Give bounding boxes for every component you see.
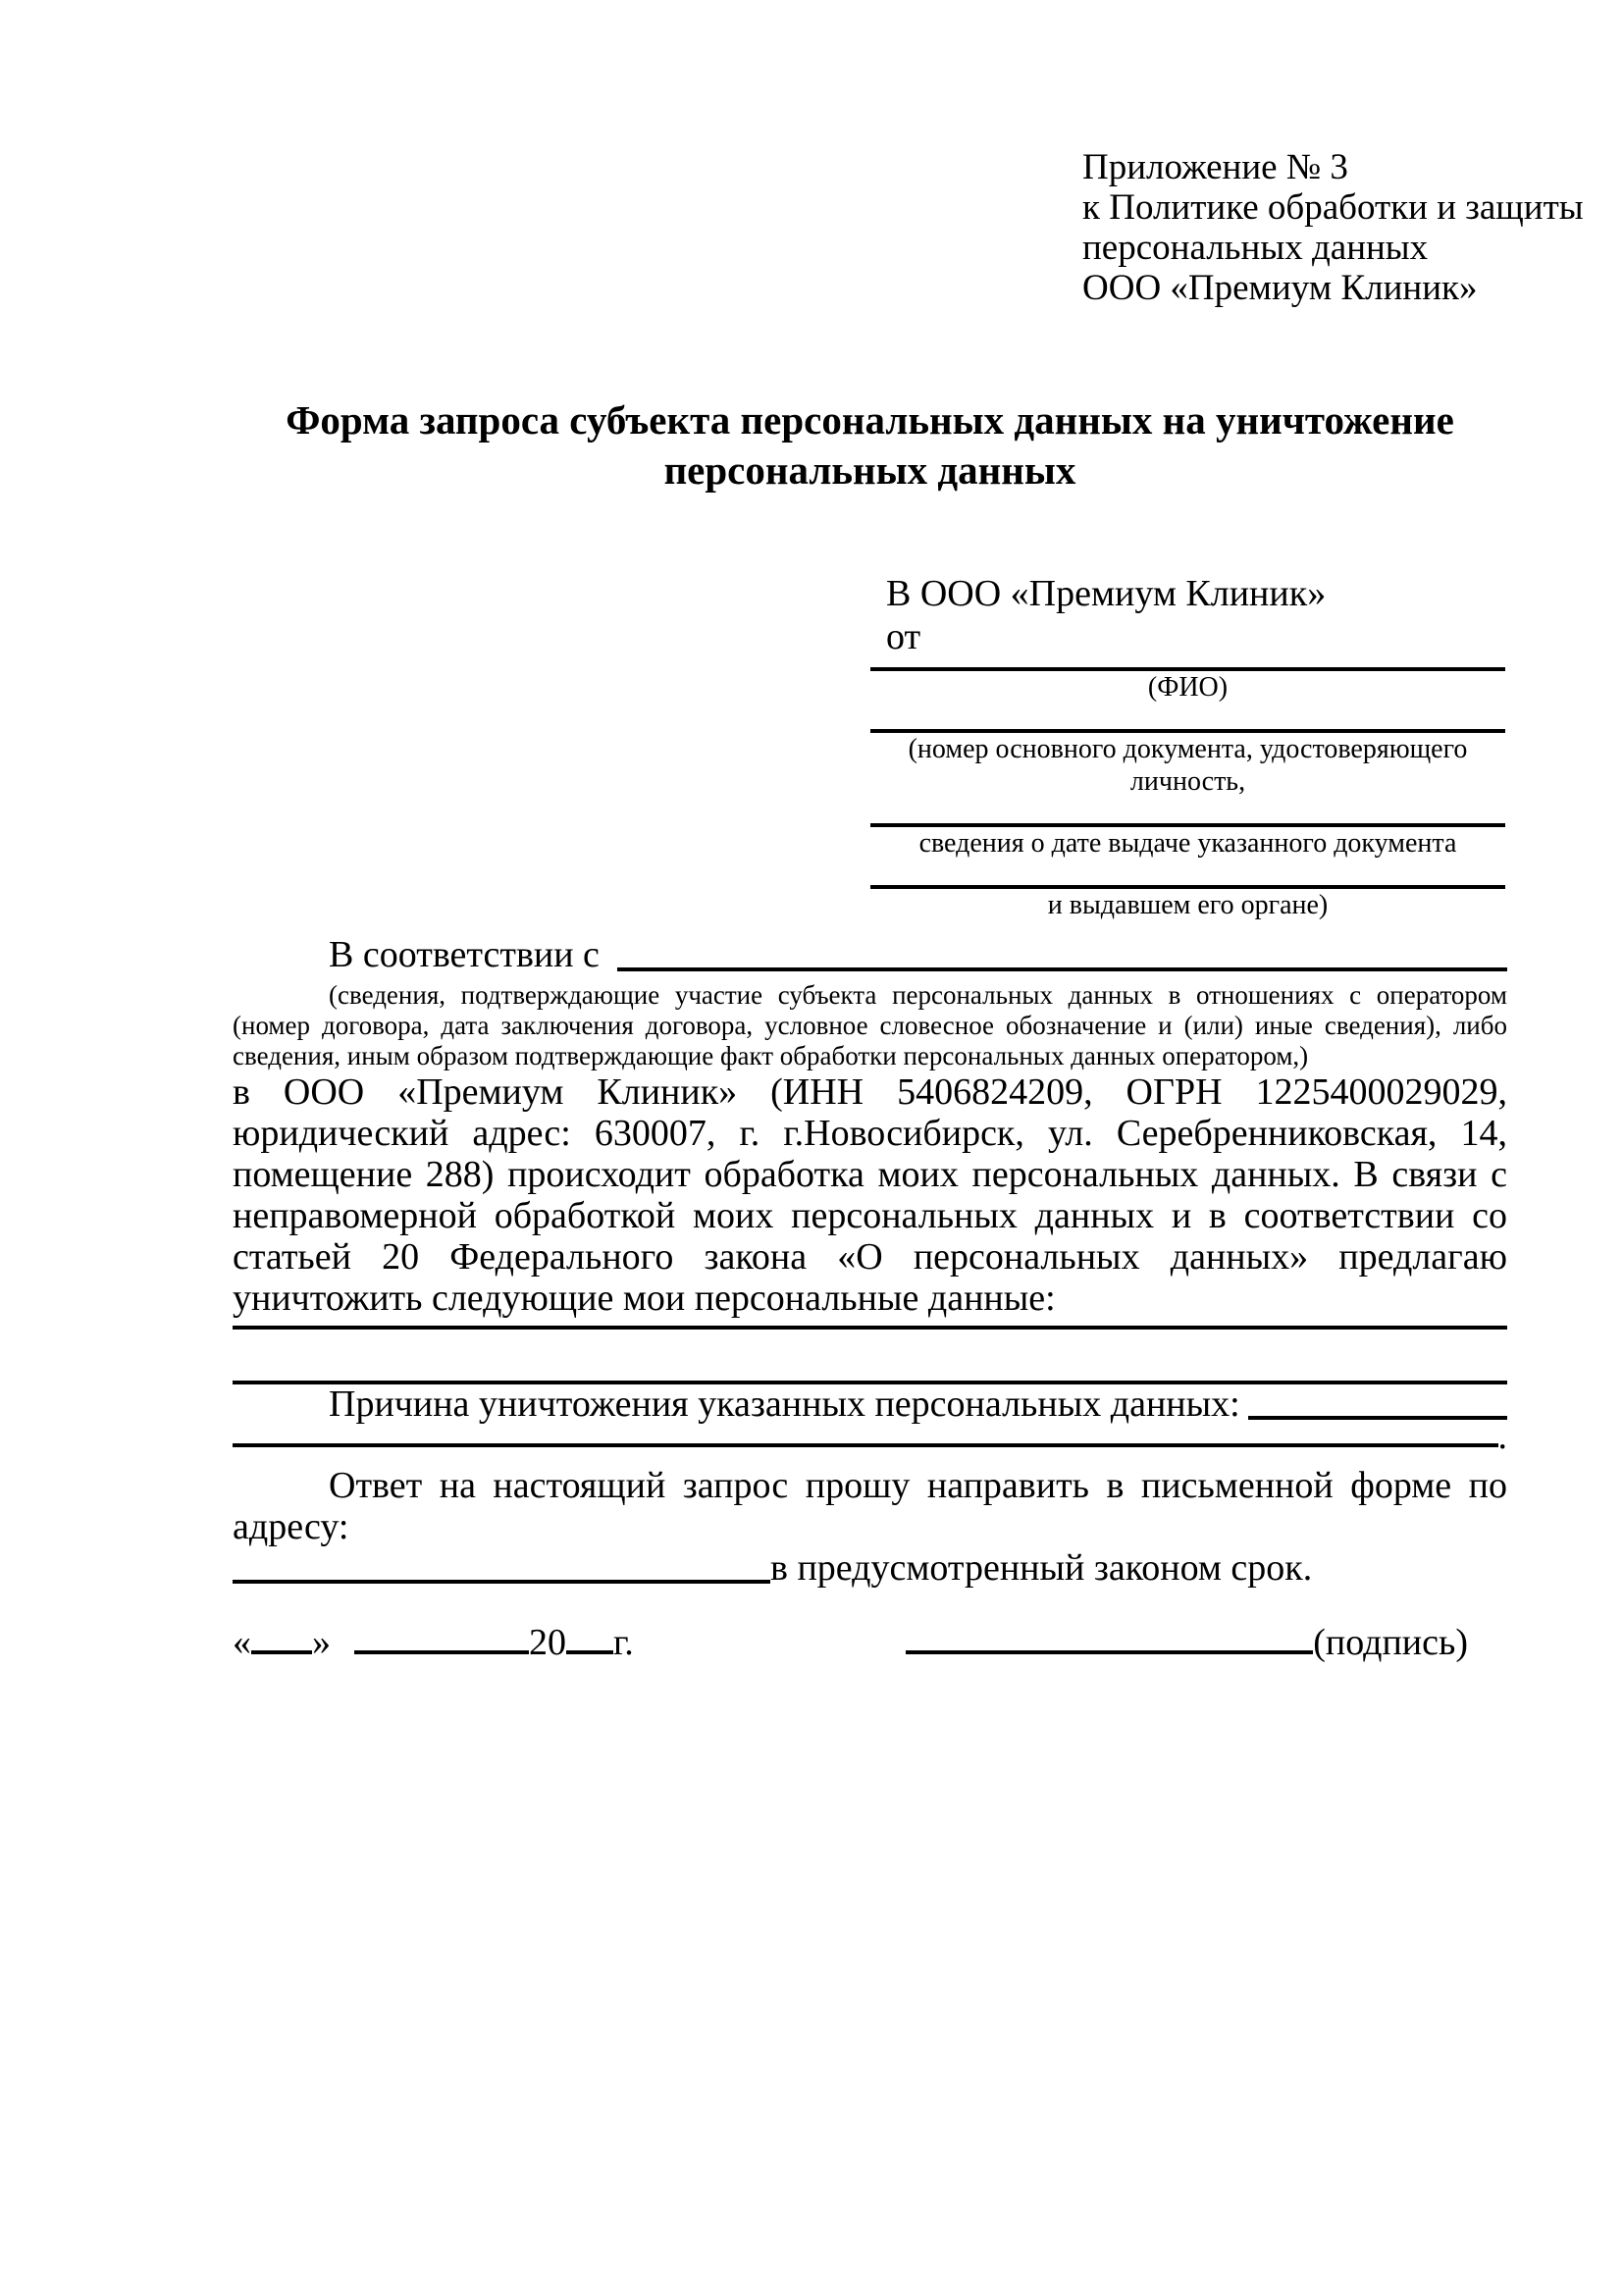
addressee-block (870, 572, 1505, 921)
addressee-from-label: от (886, 616, 921, 657)
date-year-prefix: 20 (529, 1622, 566, 1663)
accordance-note: (сведения, подтверждающие участие субъекта персональных данных в отношениях с оператором (номер договора, дата заключения договора, условное словесное обозначение и (или) иные сведения), либо сведения, иным образом подтверждающие факт обработки персональных данных оператором,) (233, 980, 1507, 1070)
reason-fill-line (1248, 1384, 1507, 1420)
response-address-row (233, 1547, 1507, 1589)
issuing-authority-caption: и выдавшем его органе) (1047, 890, 1329, 920)
accordance-fill-line (617, 934, 1507, 971)
response-suffix: в предусмотренный законом срок. (770, 1547, 1313, 1589)
personal-data-fill-line-1 (233, 1319, 1507, 1330)
accordance-row (233, 934, 1507, 975)
date-year-fill-line (566, 1650, 613, 1654)
fio-fill-line (870, 658, 1505, 671)
issue-date-caption: сведения о дате выдаче указанного документа (918, 828, 1457, 859)
footer-row (233, 1620, 1507, 1663)
body-block (233, 934, 1507, 1663)
appendix-line: Приложение № 3 (1082, 147, 1348, 187)
fio-caption: (ФИО) (1147, 672, 1229, 703)
date-field (233, 1622, 634, 1663)
document-title: Форма запроса субъекта персональных данных на уничтожение персональных данных (286, 397, 1454, 493)
reason-row (233, 1384, 1507, 1424)
reason-fill-line-2-rule (233, 1424, 1498, 1447)
reason-label: Причина уничтожения указанных персональных данных: (329, 1383, 1240, 1425)
accordance-prefix: В соответствии с (329, 934, 600, 975)
reason-fill-line-2 (233, 1416, 1507, 1457)
date-open-quote: « (233, 1622, 251, 1663)
appendix-line: к Политике обработки и защиты (1082, 187, 1584, 228)
appendix-line: персональных данных (1082, 228, 1429, 268)
signature-caption: (подпись) (1313, 1622, 1468, 1663)
response-paragraph: Ответ на настоящий запрос прошу направить в письменной форме по адресу: (233, 1465, 1507, 1547)
signature-fill-line (906, 1650, 1313, 1654)
appendix-block (1082, 147, 1584, 308)
document-number-fill-line (870, 704, 1505, 733)
main-paragraph: в ООО «Премиум Клиник» (ИНН 5406824209, ОГРН 1225400029029, юридический адрес: 630007, г. г.Новосибирск, ул. Серебренниковская, 14, помещение 288) происходит обработка моих персональных данных. В связи с неправомерной обработкой моих персональных данных и в соответствии со статьей 20 Федерального закона «О персональных данных» предлагаю уничтожить следующие мои персональные данные: (233, 1071, 1507, 1319)
signature-field (906, 1622, 1468, 1663)
issuing-authority-fill-line (870, 860, 1505, 889)
issue-date-fill-line (870, 798, 1505, 827)
document-number-caption: (номер основного документа, удостоверяющего личность, (908, 734, 1468, 797)
date-close-quote: » (312, 1622, 331, 1663)
appendix-line: ООО «Премиум Клиник» (1082, 268, 1478, 308)
addressee-to: В ООО «Премиум Клиник» (886, 573, 1327, 614)
line-terminator: . (1497, 1416, 1507, 1457)
date-day-fill-line (251, 1650, 312, 1654)
date-month-fill-line (354, 1650, 529, 1654)
date-year-suffix: г. (613, 1622, 634, 1663)
personal-data-fill-line-2 (233, 1330, 1507, 1384)
response-address-fill-line (233, 1547, 770, 1584)
